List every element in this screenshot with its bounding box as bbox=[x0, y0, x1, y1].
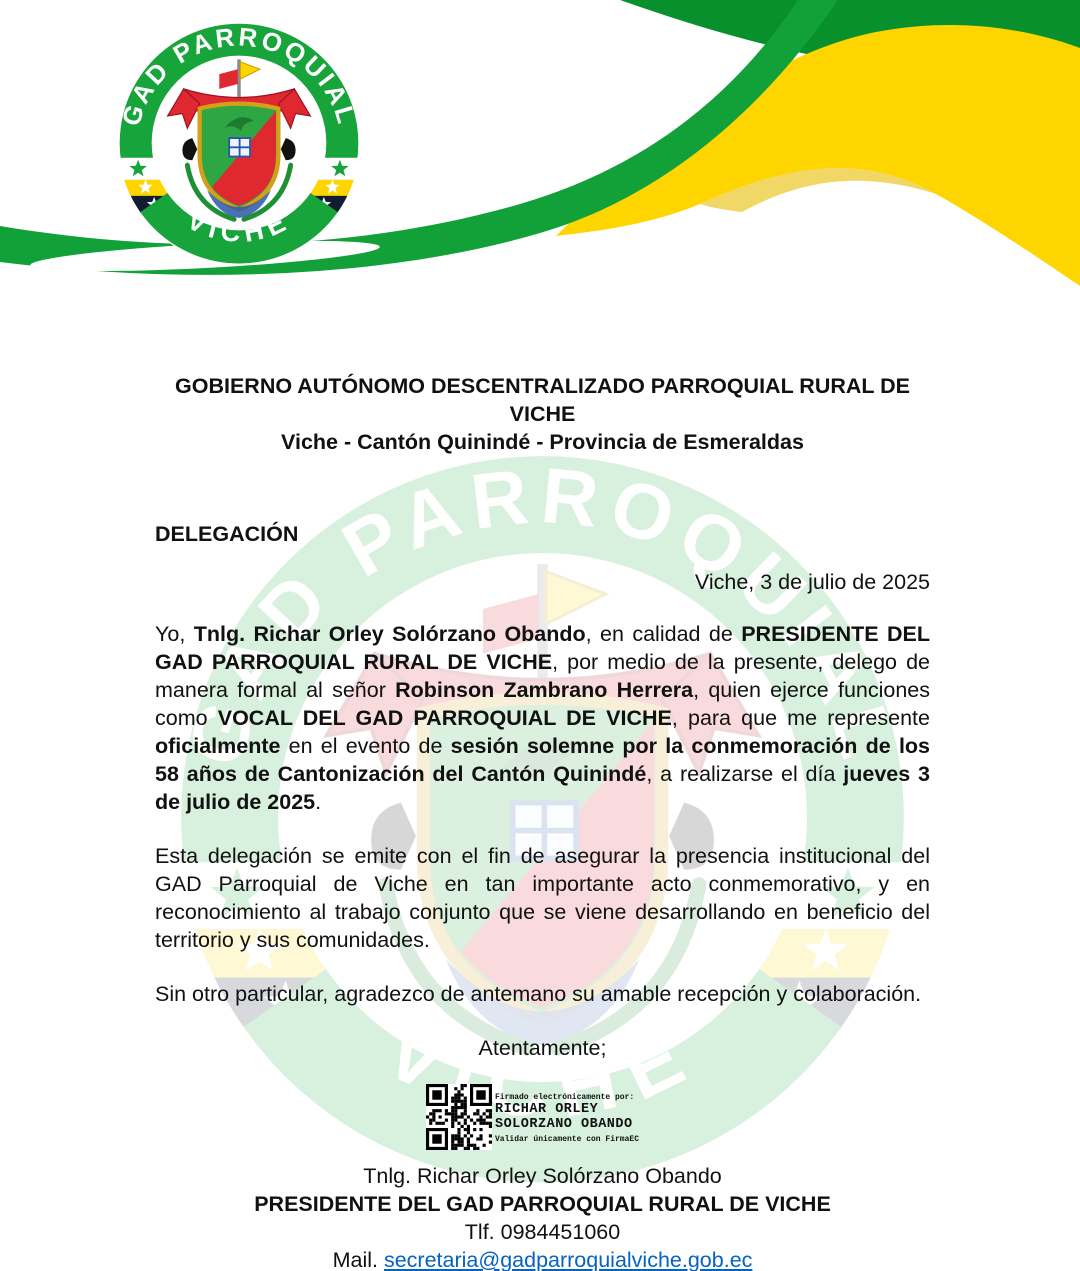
signature-block bbox=[155, 1162, 930, 1271]
org-title: GOBIERNO AUTÓNOMO DESCENTRALIZADO PARROQUIAL RURAL DE VICHE bbox=[175, 374, 910, 426]
signer-role: PRESIDENTE DEL GAD PARROQUIAL RURAL DE VICHE bbox=[254, 1192, 831, 1216]
qr-validate-label: Validar únicamente con FirmaEC bbox=[494, 1135, 640, 1144]
qr-signer-name-line2: SOLORZANO OBANDO bbox=[494, 1117, 633, 1132]
signer-mail-line bbox=[155, 1246, 930, 1271]
closing-salutation: Atentamente; bbox=[478, 1036, 607, 1060]
paragraph-farewell: Sin otro particular, agradezco de antemano su amable recepción y colaboración. bbox=[155, 982, 922, 1006]
org-title-block bbox=[155, 372, 930, 456]
doc-heading: DELEGACIÓN bbox=[155, 522, 299, 546]
qr-signer-name-line1: RICHAR ORLEY bbox=[494, 1102, 599, 1117]
signer-name: Tnlg. Richar Orley Solórzano Obando bbox=[363, 1164, 722, 1188]
qr-code bbox=[426, 1084, 492, 1150]
paragraph-purpose: Esta delegación se emite con el fin de asegurar la presencia institucional del GAD Parroquial de Viche en tan importante acto conmemorativo, y en reconocimiento al trabajo conjunto que se viene desarrollando en beneficio del territorio y sus comunidades. bbox=[155, 844, 930, 952]
date-line: Viche, 3 de julio de 2025 bbox=[694, 570, 930, 594]
mail-label: Mail. bbox=[332, 1248, 384, 1271]
signer-phone: Tlf. 0984451060 bbox=[464, 1220, 621, 1244]
org-subtitle: Viche - Cantón Quinindé - Provincia de Esmeraldas bbox=[281, 430, 804, 454]
qr-signature-text bbox=[492, 1084, 639, 1144]
qr-signed-by-label: Firmado electrónicamente por: bbox=[494, 1093, 635, 1102]
electronic-signature-block bbox=[145, 1084, 920, 1150]
paragraph-delegation: Yo, Tnlg. Richar Orley Solórzano Obando, en calidad de PRESIDENTE DEL GAD PARROQUIAL RURAL DE VICHE, por medio de la presente, delego de manera formal al señor Robinson Zambrano Herrera, quien ejerce funciones como VOCAL DEL GAD PARROQUIAL DE VICHE, para que me represente oficialmente en el evento de sesión solemne por la conmemoración de los 58 años de Cantonización del Cantón Quinindé, a realizarse el día jueves 3 de julio de 2025. bbox=[155, 622, 931, 814]
mail-link[interactable]: secretaria@gadparroquialviche.gob.ec bbox=[383, 1248, 753, 1271]
